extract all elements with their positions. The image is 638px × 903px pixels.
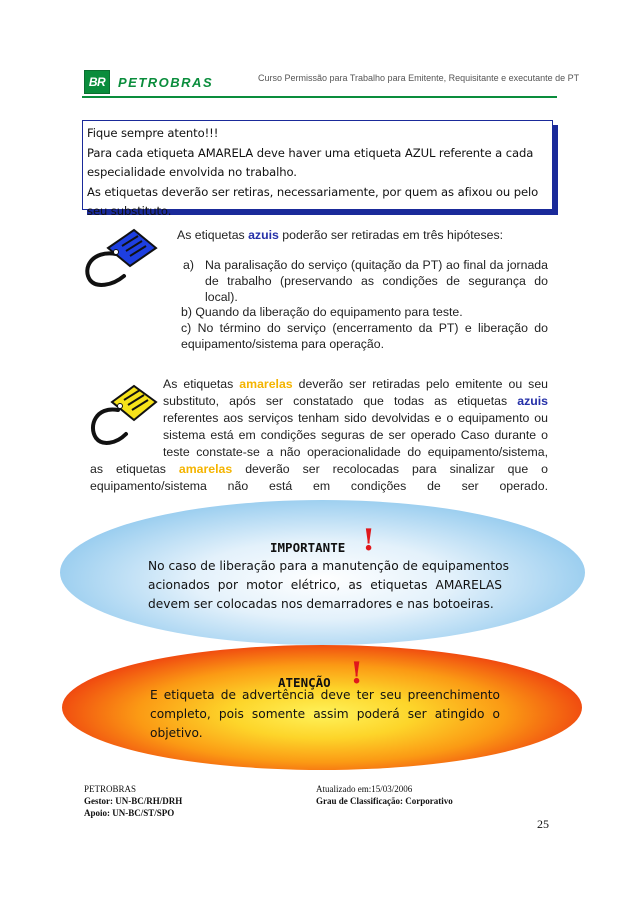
exclamation-icon: ! <box>362 523 376 558</box>
yellow-line: referentes aos serviços tenham sido devolvidas e o equipamento ou <box>163 411 548 425</box>
header-divider <box>82 96 557 98</box>
item-c-line: c) No término do serviço (encerramento da PT) e liberação do <box>181 321 548 335</box>
blue-highlight: azuis <box>517 394 548 408</box>
important-line: No caso de liberação para a manutenção de equipamentos <box>148 559 509 573</box>
important-text <box>148 557 509 614</box>
yellow-line <box>163 394 548 408</box>
attention-title: ATENÇÃO <box>278 675 331 690</box>
blue-highlight: azuis <box>248 228 279 242</box>
yellow-text: deverão ser recolocadas para sinalizar que o <box>232 462 548 476</box>
footer-company: PETROBRAS <box>84 784 137 794</box>
item-a-line: de trabalho (preservando as condições de segurança do <box>205 274 548 288</box>
logo-wordmark: PETROBRAS <box>118 74 214 90</box>
alert-line: As etiquetas deverão ser retiras, necessariamente, por quem as afixou ou pelo <box>87 184 539 199</box>
yellow-tag-icon <box>88 380 160 446</box>
blue-tag-icon <box>78 224 160 288</box>
yellow-highlight: amarelas <box>178 462 233 476</box>
yellow-line: teste constate-se a não operacionalidade do equipamento/sistema, <box>163 445 548 459</box>
course-title: Curso Permissão para Trabalho para Emitente, Requisitante e executante de PT <box>258 73 580 83</box>
yellow-text: substituto, após ser constatado que todas as etiquetas <box>163 394 518 408</box>
alert-line: Para cada etiqueta AMARELA deve haver uma etiqueta AZUL referente a cada <box>87 145 534 160</box>
page-number: 25 <box>537 817 549 831</box>
item-a-label: a) <box>183 258 194 272</box>
item-a-line: Na paralisação do serviço (quitação da PT) ao final da jornada <box>205 258 548 272</box>
footer-updated: Atualizado em:15/03/2006 <box>316 784 413 794</box>
yellow-text: deverão ser retiradas pelo emitente ou seu <box>292 377 549 391</box>
yellow-text: as etiquetas <box>90 462 179 476</box>
blue-intro <box>177 228 503 242</box>
yellow-text: As etiquetas <box>163 377 240 391</box>
alert-line: Fique sempre atento!!! <box>87 126 219 140</box>
item-a-line: local). <box>205 290 238 304</box>
important-title: IMPORTANTE <box>270 540 346 555</box>
br-logo-box <box>84 70 110 94</box>
blue-intro-text: As etiquetas <box>177 228 249 242</box>
attention-line: E etiqueta de advertência deve ter seu preenchimento <box>150 688 500 702</box>
alert-box <box>82 120 553 218</box>
exclamation-icon: ! <box>350 656 364 691</box>
br-logo-text: BR <box>88 75 106 89</box>
footer-gestor: Gestor: UN-BC/RH/DRH <box>84 796 183 806</box>
petrobras-logo <box>84 70 213 94</box>
blue-intro-text-end: poderão ser retiradas em três hipóteses: <box>278 228 504 242</box>
yellow-line: equipamento/sistema não está em condições de ser operado. <box>90 479 548 493</box>
important-line: devem ser colocadas nos demarradores e nas botoeiras. <box>148 597 494 611</box>
yellow-highlight: amarelas <box>239 377 293 391</box>
item-c-line: equipamento/sistema para operação. <box>181 337 385 351</box>
alert-line: seu substituto. <box>87 204 172 218</box>
yellow-line <box>90 462 548 476</box>
item-b: b) Quando da liberação do equipamento para teste. <box>181 305 463 319</box>
yellow-line <box>163 377 548 391</box>
important-line: acionados por motor elétrico, as etiquetas AMARELAS <box>148 578 502 592</box>
alert-line: especialidade envolvida no trabalho. <box>87 165 297 179</box>
attention-line: completo, pois somente assim poderá ser atingido o <box>150 707 500 721</box>
footer-apoio: Apoio: UN-BC/ST/SPO <box>84 808 175 818</box>
attention-text <box>150 686 500 743</box>
yellow-line: sistema está em condições seguras de ser operado Caso durante o <box>163 428 548 442</box>
footer-classification: Grau de Classificação: Corporativo <box>316 796 453 806</box>
attention-line: objetivo. <box>150 726 203 740</box>
